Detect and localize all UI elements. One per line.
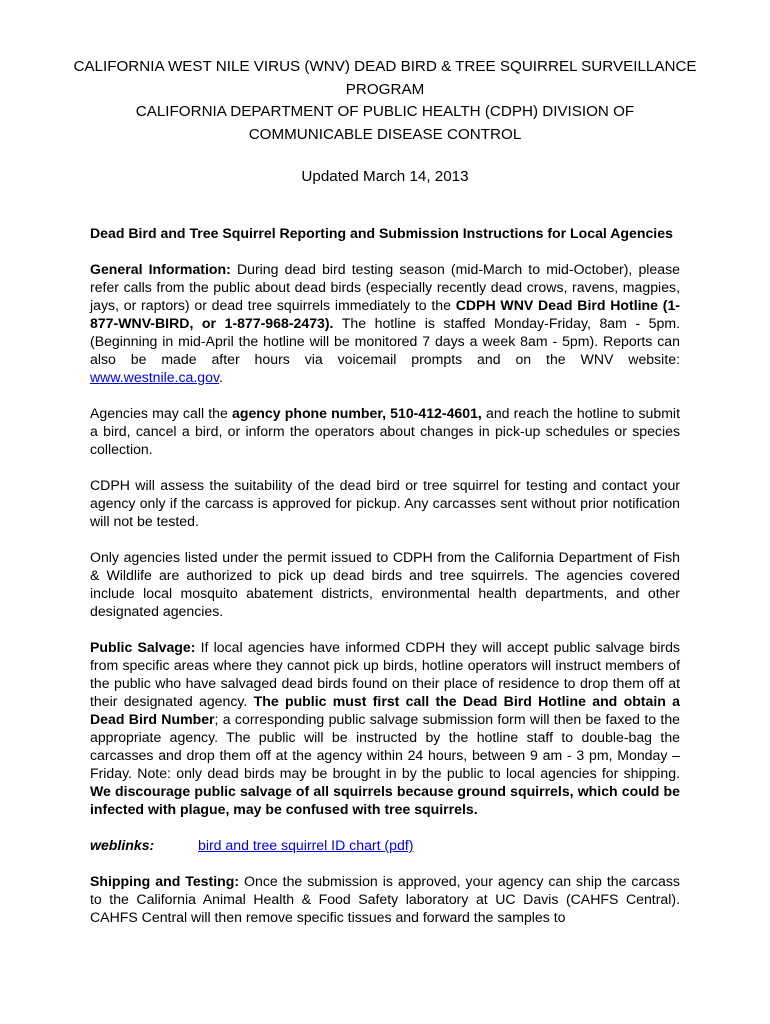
weblinks-label: weblinks <box>90 837 150 853</box>
document-header <box>60 56 710 189</box>
permit-paragraph: Only agencies listed under the permit issued to CDPH from the California Department of Fish & Wildlife are authorized to pick up dead birds and tree squirrels. The agencies covered include local mosquito abatement districts, environmental health departments, and other designated agencies. <box>90 549 680 619</box>
title-line-2: PROGRAM <box>345 80 425 98</box>
general-information-label: General Information: <box>90 261 231 277</box>
westnile-website-link[interactable]: www.westnile.ca.gov <box>90 369 219 385</box>
weblinks-row: weblinks: bird and tree squirrel ID chart (pdf) <box>90 837 414 853</box>
document-body <box>90 224 680 944</box>
updated-date: Updated March 14, 2013 <box>301 168 469 185</box>
id-chart-link[interactable]: bird and tree squirrel ID chart (pdf) <box>198 837 414 853</box>
title-line-4: COMMUNICABLE DISEASE CONTROL <box>248 125 522 143</box>
title-line-3: CALIFORNIA DEPARTMENT OF PUBLIC HEALTH (CDPH) DIVISION OF <box>135 103 635 120</box>
agency-phone-paragraph: Agencies may call the agency phone number, 510-412-4601, and reach the hotline to submit a bird, cancel a bird, or inform the operators about changes in pick-up schedules or species collection. <box>90 405 680 457</box>
assessment-paragraph: CDPH will assess the suitability of the dead bird or tree squirrel for testing and contact your agency only if the carcass is approved for pickup. Any carcasses sent without prior notification will not be tested. <box>90 477 680 529</box>
section-heading: Dead Bird and Tree Squirrel Reporting and Submission Instructions for Local Agencies <box>90 225 673 241</box>
shipping-label: Shipping and Testing: <box>90 873 240 889</box>
title-line-1: CALIFORNIA WEST NILE VIRUS (WNV) DEAD BIRD & TREE SQUIRREL SURVEILLANCE <box>73 58 697 75</box>
public-salvage-paragraph: Public Salvage: If local agencies have informed CDPH they will accept public salvage birds from specific areas where they cannot pick up birds, hotline operators will instruct members of the public who have salvaged dead birds found on their place of residence to drop them off at their designated agency. The public must first call the Dead Bird Hotline and obtain a Dead Bird Number; a corresponding public salvage submission form will then be faxed to the appropriate agency. The public will be instructed by the hotline staff to double-bag the carcasses and drop them off at the agency within 24 hours, between 9 am - 3 pm, Monday – Friday. Note: only dead birds may be brought in by the public to local agencies for shipping. We discourage public salvage of all squirrels because ground squirrels, which could be infected with plague, may be confused with tree squirrels. <box>90 639 681 817</box>
shipping-paragraph: Shipping and Testing: Once the submission is approved, your agency can ship the carcass to the California Animal Health & Food Safety laboratory at UC Davis (CAHFS Central). CAHFS Central will then remove specific tissues and forward the samples to <box>90 873 680 925</box>
squirrel-warning: We discourage public salvage of all squirrels because ground squirrels, which could be infected with plague, may be confused with tree squirrels. <box>90 783 680 817</box>
public-salvage-label: Public Salvage: <box>90 639 196 655</box>
hotline-number: CDPH WNV Dead Bird Hotline (1-877-WNV-BIRD, or 1-877-968-2473). <box>90 297 680 331</box>
general-information-paragraph: General Information: During dead bird testing season (mid-March to mid-October), please refer calls from the public about dead birds (especially recently dead crows, ravens, magpies, jays, or raptors) or dead tree squirrels immediately to the CDPH WNV Dead Bird Hotline (1-877-WNV-BIRD, or 1-877-968-2473). The hotline is staffed Monday-Friday, 8am - 5pm. (Beginning in mid-April the hotline will be monitored 7 days a week 8am - 5pm). Reports can also be made after hours via voicemail prompts and on the WNV website: www.westnile.ca.gov. <box>90 261 680 385</box>
agency-phone-number: agency phone number, 510-412-4601, <box>232 405 482 421</box>
